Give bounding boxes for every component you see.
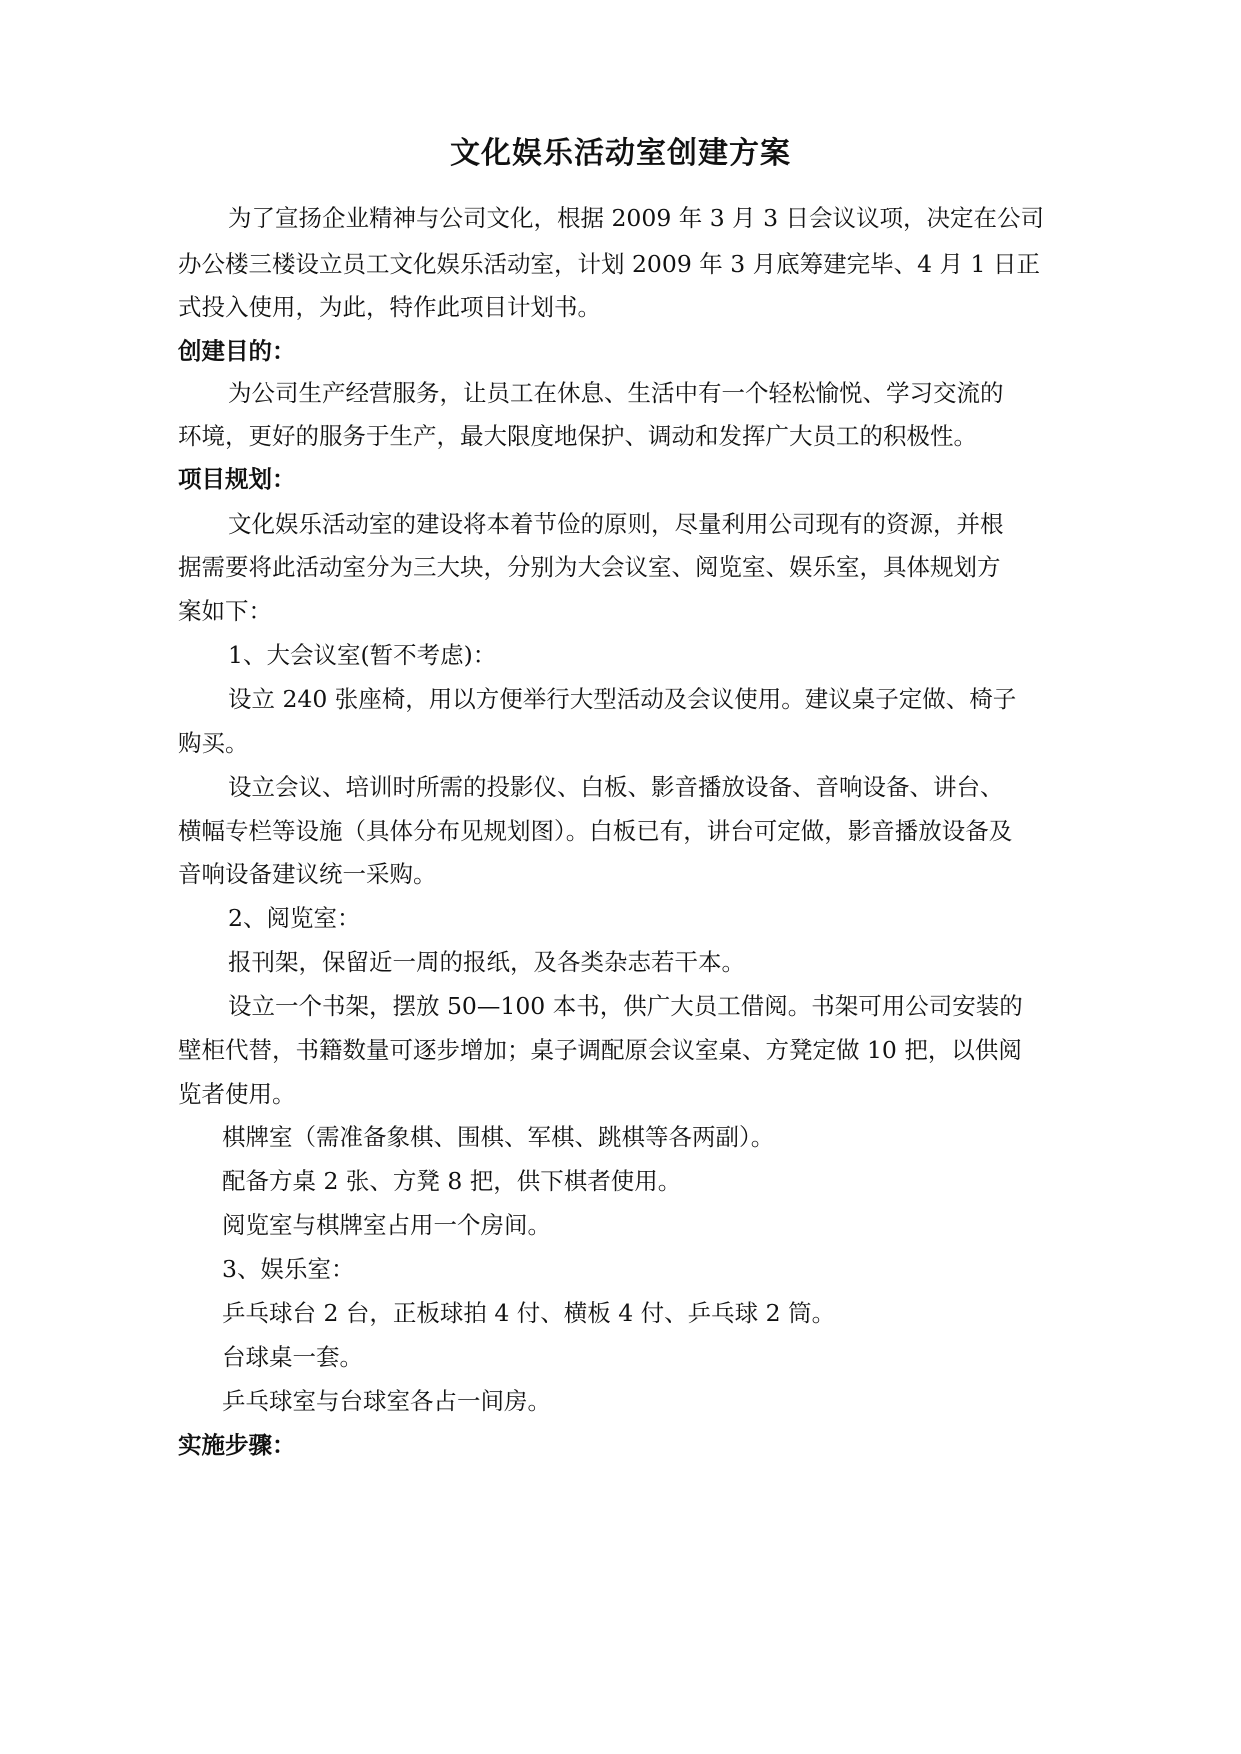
room2-heading: 2、阅览室： (228, 904, 361, 932)
room1-heading: 1、大会议室(暂不考虑)： (228, 641, 497, 669)
room1-para2-line-2: 横幅专栏等设施（具体分布见规划图）。白板已有，讲台可定做，影音播放设备及 (178, 817, 1013, 845)
room1-para1-line-1: 设立 240 张座椅，用以方便举行大型活动及会议使用。建议桌子定做、椅子 (228, 685, 1017, 713)
purpose-line-1: 为公司生产经营服务，让员工在休息、生活中有一个轻松愉悦、学习交流的 (228, 379, 1004, 407)
intro-line-3: 式投入使用，为此，特作此项目计划书。 (178, 293, 601, 321)
room1-para2-line-1: 设立会议、培训时所需的投影仪、白板、影音播放设备、音响设备、讲台、 (228, 773, 1004, 801)
room2-para2-line-3: 览者使用。 (178, 1080, 296, 1108)
plan-line-3: 案如下： (178, 597, 272, 625)
room3-line-2: 台球桌一套。 (222, 1343, 363, 1371)
room3-heading: 3、娱乐室： (222, 1255, 355, 1283)
chess-room-line: 棋牌室（需准备象棋、围棋、军棋、跳棋等各两副）。 (222, 1123, 775, 1151)
intro-line-1: 为了宣扬企业精神与公司文化，根据 2009 年 3 月 3 日会议议项，决定在公司 (228, 204, 1045, 232)
room1-para1-line-2: 购买。 (178, 729, 249, 757)
room2-para2-line-1: 设立一个书架，摆放 50—100 本书，供广大员工借阅。书架可用公司安装的 (228, 992, 1023, 1020)
room1-para2-line-3: 音响设备建议统一采购。 (178, 860, 437, 888)
room2-para1: 报刊架，保留近一周的报纸，及各类杂志若干本。 (228, 948, 745, 976)
plan-line-2: 据需要将此活动室分为三大块，分别为大会议室、阅览室、娱乐室，具体规划方 (178, 553, 1001, 581)
plan-line-1: 文化娱乐活动室的建设将本着节俭的原则，尽量利用公司现有的资源，并根 (228, 510, 1004, 538)
chess-room-share-line: 阅览室与棋牌室占用一个房间。 (222, 1211, 551, 1239)
room3-line-3: 乒乓球室与台球室各占一间房。 (222, 1387, 551, 1415)
purpose-heading: 创建目的： (178, 337, 296, 365)
room3-line-1: 乒乓球台 2 台，正板球拍 4 付、横板 4 付、乒乓球 2 筒。 (222, 1299, 836, 1327)
room2-para2-line-2: 壁柜代替，书籍数量可逐步增加；桌子调配原会议室桌、方凳定做 10 把，以供阅 (178, 1036, 1022, 1064)
chess-equipment-line: 配备方桌 2 张、方凳 8 把，供下棋者使用。 (222, 1167, 682, 1195)
intro-line-2: 办公楼三楼设立员工文化娱乐活动室，计划 2009 年 3 月底筹建完毕、4 月 1 日正 (178, 250, 1040, 278)
document-title: 文化娱乐活动室创建方案 (450, 136, 791, 171)
steps-heading: 实施步骤： (178, 1431, 296, 1459)
purpose-line-2: 环境，更好的服务于生产，最大限度地保护、调动和发挥广大员工的积极性。 (178, 422, 977, 450)
plan-heading: 项目规划： (178, 465, 296, 493)
